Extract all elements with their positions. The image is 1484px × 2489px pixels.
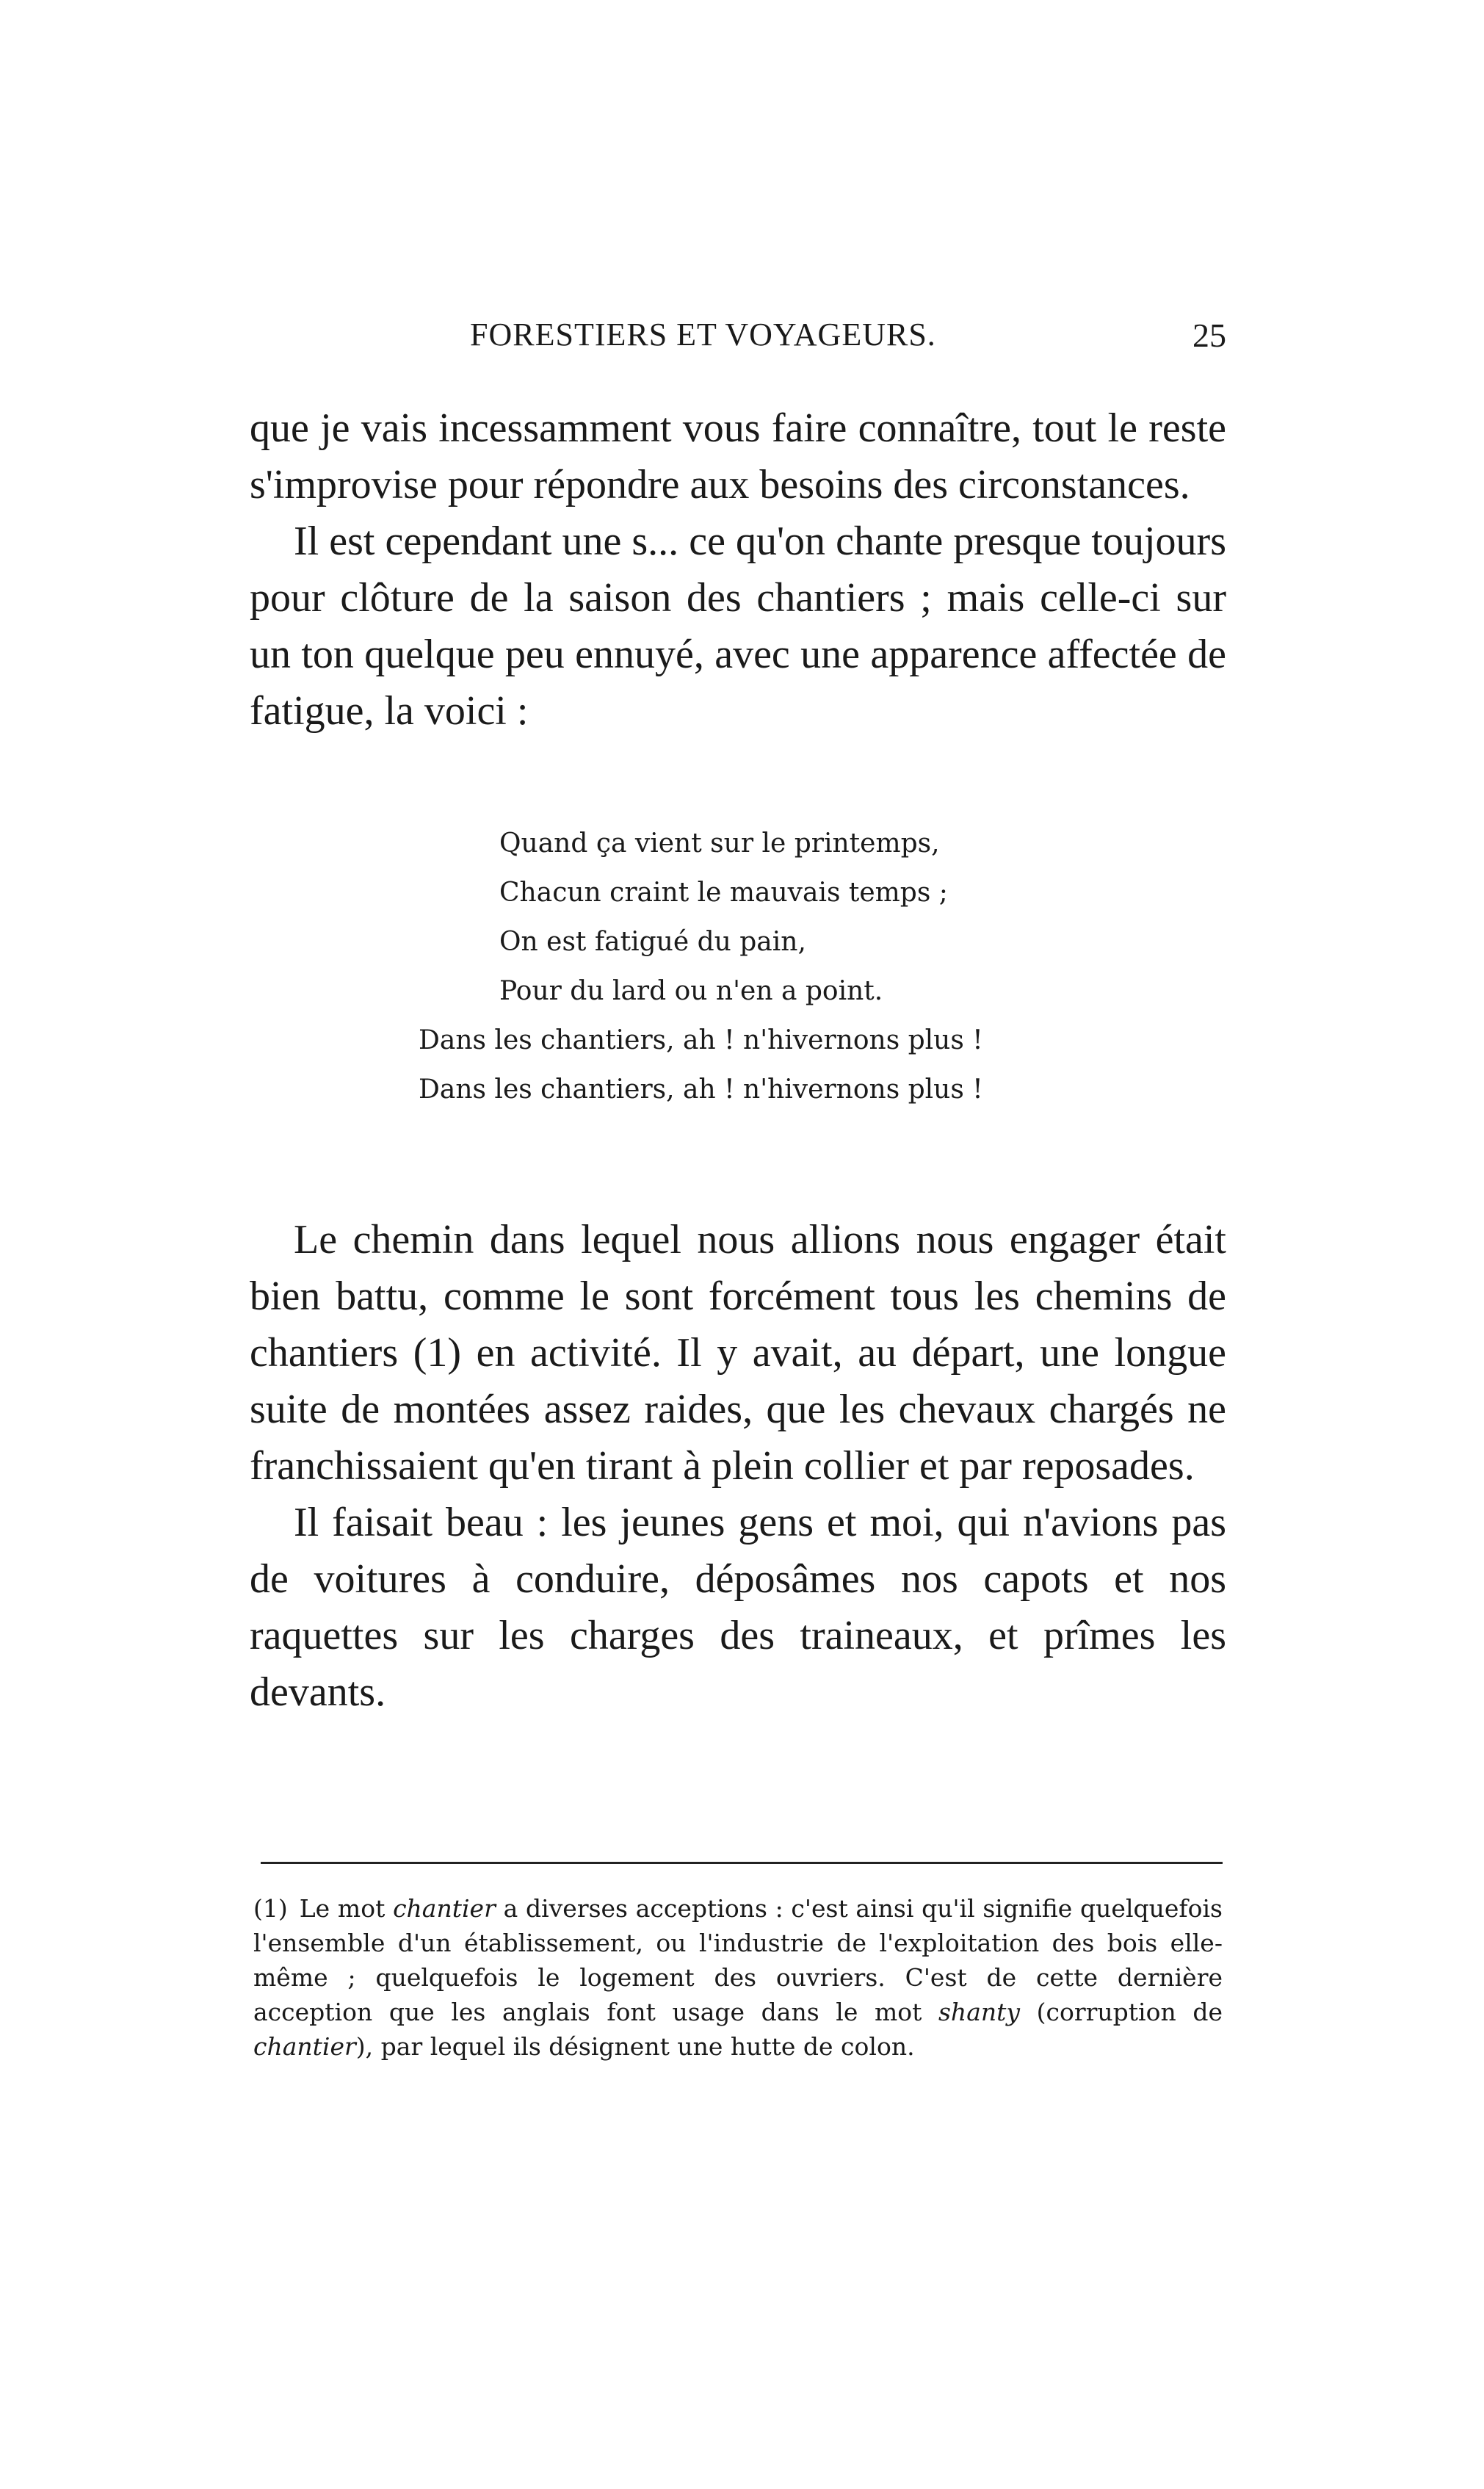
footnote-text-1: Le mot [299,1894,386,1923]
verse-line: Quand ça vient sur le printemps, [499,828,940,859]
footnote-marker: (1) [253,1894,288,1923]
song-verse [419,819,1079,1114]
verse-line: On est fatigué du pain, [499,927,806,957]
footnote-term: chantier [253,2032,356,2061]
footnote [253,1891,1223,2064]
running-title: FORESTIERS ET VOYAGEURS. [470,317,936,353]
footnote-term: chantier [393,1894,496,1923]
paragraph-3: Le chemin dans lequel nous allions nous engager était bien battu, comme le sont forcément tous les chemins de chantiers (1) en activité. Il y avait, au départ, une longue suite de montées assez raides, que les chevaux chargés ne franchissaient qu'en tirant à plein collier et par reposades. [250,1217,1226,1489]
verse-line: Chacun craint le mauvais temps ; [499,878,948,908]
verse-line: Dans les chantiers, ah ! n'hivernons plus ! [419,1025,983,1055]
page-number: 25 [1192,317,1226,354]
verse-line: Dans les chantiers, ah ! n'hivernons plus ! [419,1074,983,1105]
paragraph-1: que je vais incessamment vous faire connaître, tout le reste s'improvise pour répondre aux besoins des circonstances. [250,405,1226,507]
text-block-upper [250,400,1226,740]
footnote-text-4: ), par lequel ils désignent une hutte de colon. [355,2032,915,2061]
footnote-text-3: (corruption de [1036,1998,1223,2026]
footnote-divider [261,1862,1223,1864]
paragraph-2: Il est cependant une s... ce qu'on chante presque toujours pour clôture de la saison des chantiers ; mais celle-ci sur un ton quelque peu ennuyé, avec une apparence affectée de fatigue, la voici : [250,519,1226,734]
footnote-term: shanty [938,1998,1021,2026]
verse-line: Pour du lard ou n'en a point. [499,976,883,1006]
text-block-lower [250,1212,1226,1721]
paragraph-4: Il faisait beau : les jeunes gens et moi, qui n'avions pas de voitures à conduire, déposâmes nos capots et nos raquettes sur les charges des traineaux, et prîmes les devants. [250,1500,1226,1715]
running-header [250,316,1226,367]
footnote-text-2: a diverses acceptions : c'est ainsi qu'il signifie quelquefois l'ensemble d'un établissement, ou l'industrie de l'exploitation des bois elle-même ; quelquefois le logement des ouvriers. C'est de cette dernière acception que les anglais font usage dans le mot [253,1894,1223,2026]
